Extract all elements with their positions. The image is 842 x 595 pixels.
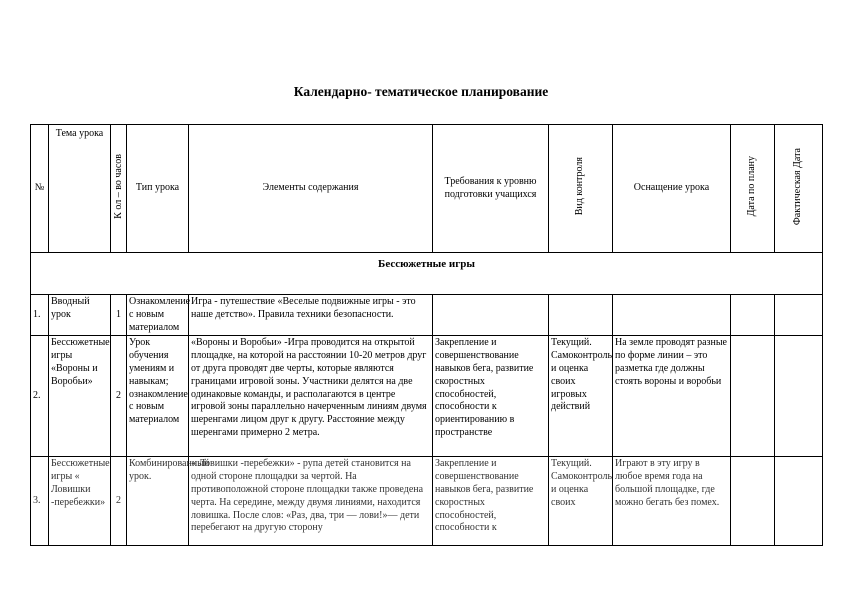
row-fact-date — [775, 336, 823, 457]
planning-table — [30, 124, 823, 546]
row-type: Ознакомление с новым материалом — [127, 295, 189, 336]
row-topic: Вводный урок — [49, 295, 111, 336]
row-plan-date — [731, 336, 775, 457]
table-row — [31, 295, 823, 336]
col-header-fact-date — [775, 125, 823, 253]
row-requirements — [433, 295, 549, 336]
header-row — [31, 125, 823, 253]
col-header-plan-date-label: Дата по плану — [746, 155, 758, 217]
col-header-equipment: Оснащение урока — [613, 125, 731, 253]
table-row — [31, 457, 823, 546]
row-plan-date — [731, 295, 775, 336]
row-type: Комбинированный урок. — [127, 457, 189, 546]
row-equipment: Играют в эту игру в любое время года на большой площадке, где можно бегать без помех. — [613, 457, 731, 546]
col-header-hours-label: К ол – во часов — [113, 153, 124, 219]
row-content: Игра - путешествие «Веселые подвижные игры - это наше детство». Правила техники безопасности. — [189, 295, 433, 336]
section-title: Бессюжетные игры — [31, 253, 823, 295]
col-header-control-label: Вид контроля — [574, 156, 586, 216]
col-header-num: № — [31, 125, 49, 253]
row-num: 1. — [31, 295, 49, 336]
table-row — [31, 336, 823, 457]
row-control: Текущий. Самоконтроль и оценка своих — [549, 457, 613, 546]
page-title: Календарно- тематическое планирование — [293, 84, 549, 99]
row-control — [549, 295, 613, 336]
row-requirements: Закрепление и совершенствование навыков бега, развитие скоростных способностей, способности к — [433, 457, 549, 546]
row-hours: 1 — [111, 295, 127, 336]
row-fact-date — [775, 295, 823, 336]
row-topic: Бессюжетные игры « Ловишки -перебежки» — [49, 457, 111, 546]
row-type: Урок обучения умениям и навыкам; ознакомление с новым материалом — [127, 336, 189, 457]
row-control: Текущий. Самоконтроль и оценка своих игровых действий — [549, 336, 613, 457]
row-topic: Бессюжетные игры «Вороны и Воробьи» — [49, 336, 111, 457]
row-equipment — [613, 295, 731, 336]
row-content: «Вороны и Воробьи» -Игра проводится на открытой площадке, на которой на расстоянии 10-20 метров друг от друга проводят две черты, которые являются границами игровой зоны. Участники делятся на две одинаковые команды, и располагаются в центре игровой зоны параллельно начерченным линиям двумя шеренгами лицом друг к другу. Расстояние между шеренгами примерно 2 метра. — [189, 336, 433, 457]
row-num: 3. — [31, 457, 49, 546]
col-header-fact-date-label: Фактическая Дата — [792, 147, 804, 225]
row-equipment: На земле проводят разные по форме линии – это разметка где должны стоять вороны и воробьи — [613, 336, 731, 457]
col-header-hours — [111, 125, 127, 253]
row-content: « Ловишки -перебежки» - рупа детей становится на одной стороне площадки за чертой. На противоположной стороне площадки также проведена черта. На середине, между двумя линиями, находится ловишка. После слов: «Раз, два, три — лови!»— дети перебегают на другую сторону — [189, 457, 433, 546]
col-header-requirements: Требования к уровню подготовки учащихся — [433, 125, 549, 253]
row-plan-date — [731, 457, 775, 546]
row-hours: 2 — [111, 457, 127, 546]
col-header-content: Элементы содержания — [189, 125, 433, 253]
col-header-type: Тип урока — [127, 125, 189, 253]
row-fact-date — [775, 457, 823, 546]
col-header-control — [549, 125, 613, 253]
section-row — [31, 253, 823, 295]
row-requirements: Закрепление и совершенствование навыков бега, развитие скоростных способностей, способности к ориентированию в пространстве — [433, 336, 549, 457]
col-header-topic: Тема урока — [49, 125, 111, 253]
col-header-plan-date — [731, 125, 775, 253]
row-hours: 2 — [111, 336, 127, 457]
row-num: 2. — [31, 336, 49, 457]
